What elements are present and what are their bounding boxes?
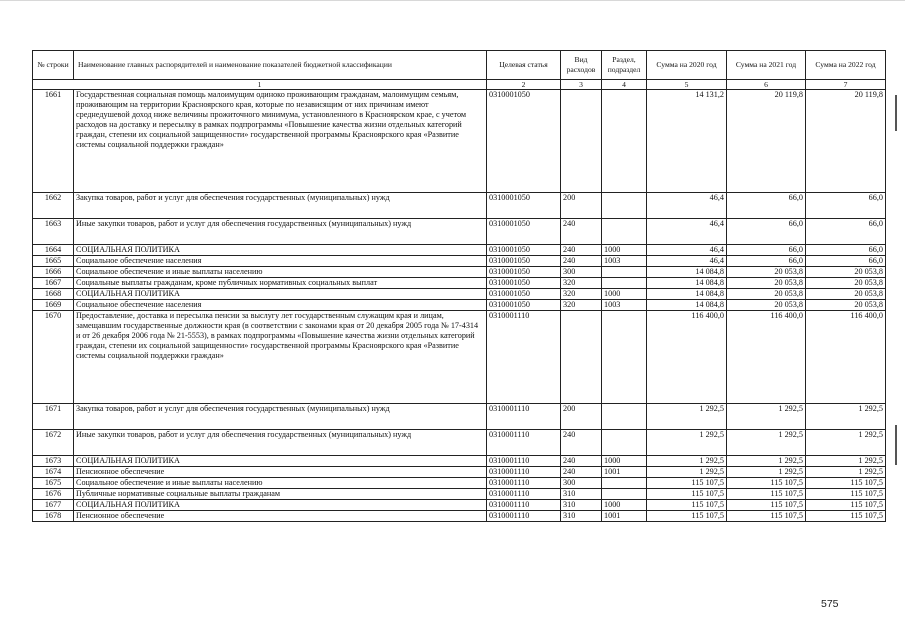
table-header-row — [33, 51, 886, 80]
target-article-code: 0310001050 — [487, 245, 561, 256]
sum-2020: 14 084,8 — [647, 300, 727, 311]
expense-type-code: 240 — [561, 467, 602, 478]
sum-2022: 115 107,5 — [806, 489, 886, 500]
sum-2021: 115 107,5 — [727, 500, 806, 511]
sum-2022: 115 107,5 — [806, 500, 886, 511]
row-number: 1661 — [33, 90, 74, 193]
target-article-code: 0310001050 — [487, 300, 561, 311]
header-sum-2020: Сумма на 2020 год — [647, 51, 727, 80]
sum-2020: 46,4 — [647, 219, 727, 245]
header-name: Наименование главных распорядителей и наименование показателей бюджетной классификации — [74, 51, 487, 80]
expense-type-code — [561, 311, 602, 404]
sum-2020: 46,4 — [647, 245, 727, 256]
expense-type-code: 320 — [561, 278, 602, 289]
target-article-code: 0310001050 — [487, 90, 561, 193]
expense-type-code: 300 — [561, 478, 602, 489]
sum-2020: 14 084,8 — [647, 289, 727, 300]
row-number: 1677 — [33, 500, 74, 511]
sum-2022: 115 107,5 — [806, 478, 886, 489]
section-code: 1000 — [602, 456, 647, 467]
section-code — [602, 478, 647, 489]
expense-type-code: 310 — [561, 489, 602, 500]
table-row — [33, 289, 886, 300]
column-number: 4 — [602, 80, 647, 90]
section-code — [602, 489, 647, 500]
sum-2021: 66,0 — [727, 245, 806, 256]
row-number: 1672 — [33, 430, 74, 456]
sum-2022: 20 053,8 — [806, 300, 886, 311]
row-number: 1665 — [33, 256, 74, 267]
sum-2020: 1 292,5 — [647, 430, 727, 456]
column-number: 3 — [561, 80, 602, 90]
row-number: 1669 — [33, 300, 74, 311]
scan-margin-mark — [895, 425, 897, 465]
header-row-number: № строки — [33, 51, 74, 80]
row-number: 1671 — [33, 404, 74, 430]
sum-2021: 20 053,8 — [727, 300, 806, 311]
table-row — [33, 219, 886, 245]
sum-2021: 1 292,5 — [727, 430, 806, 456]
table-row — [33, 300, 886, 311]
sum-2022: 66,0 — [806, 219, 886, 245]
row-name: СОЦИАЛЬНАЯ ПОЛИТИКА — [74, 245, 487, 256]
sum-2020: 14 084,8 — [647, 278, 727, 289]
target-article-code: 0310001110 — [487, 478, 561, 489]
sum-2021: 20 119,8 — [727, 90, 806, 193]
sum-2021: 1 292,5 — [727, 404, 806, 430]
sum-2022: 66,0 — [806, 256, 886, 267]
row-name: СОЦИАЛЬНАЯ ПОЛИТИКА — [74, 456, 487, 467]
row-name: Социальное обеспечение населения — [74, 300, 487, 311]
sum-2022: 20 053,8 — [806, 278, 886, 289]
sum-2020: 46,4 — [647, 256, 727, 267]
section-code — [602, 430, 647, 456]
sum-2022: 20 053,8 — [806, 289, 886, 300]
row-name: Социальное обеспечение и иные выплаты населению — [74, 478, 487, 489]
target-article-code: 0310001110 — [487, 456, 561, 467]
row-number: 1678 — [33, 511, 74, 522]
sum-2020: 1 292,5 — [647, 404, 727, 430]
row-number: 1676 — [33, 489, 74, 500]
table-row — [33, 193, 886, 219]
expense-type-code: 240 — [561, 256, 602, 267]
table-row — [33, 478, 886, 489]
section-code: 1001 — [602, 467, 647, 478]
table-body — [33, 90, 886, 522]
table-row — [33, 311, 886, 404]
column-number-row — [33, 80, 886, 90]
row-name: Публичные нормативные социальные выплаты гражданам — [74, 489, 487, 500]
target-article-code: 0310001110 — [487, 430, 561, 456]
section-code — [602, 219, 647, 245]
table-row — [33, 467, 886, 478]
scan-margin-mark — [895, 95, 897, 131]
table-row — [33, 489, 886, 500]
row-name: СОЦИАЛЬНАЯ ПОЛИТИКА — [74, 289, 487, 300]
row-name: Государственная социальная помощь малоимущим одиноко проживающим гражданам, малоимущим семьям, проживающим на территории Красноярского края, которые по независящим от них причинам имеют среднедушевой доход ниже величины прожиточного минимума, установленного в Красноярском крае, с учетом расходов на доставку и пересылку в рамках подпрограммы «Повышение качества жизни отдельных категорий граждан, степени их социальной защищенности» государственной программы Красноярского края «Развитие системы социальной поддержки граждан» — [74, 90, 487, 193]
expense-type-code: 320 — [561, 289, 602, 300]
sum-2020: 1 292,5 — [647, 456, 727, 467]
row-name: СОЦИАЛЬНАЯ ПОЛИТИКА — [74, 500, 487, 511]
sum-2022: 1 292,5 — [806, 467, 886, 478]
sum-2021: 1 292,5 — [727, 467, 806, 478]
column-number: 5 — [647, 80, 727, 90]
row-number: 1673 — [33, 456, 74, 467]
sum-2022: 1 292,5 — [806, 456, 886, 467]
target-article-code: 0310001110 — [487, 489, 561, 500]
header-expense-type: Вид расходов — [561, 51, 602, 80]
expense-type-code: 300 — [561, 267, 602, 278]
page-number: 575 — [821, 598, 839, 610]
sum-2022: 20 053,8 — [806, 267, 886, 278]
row-number: 1664 — [33, 245, 74, 256]
table-row — [33, 404, 886, 430]
row-name: Закупка товаров, работ и услуг для обеспечения государственных (муниципальных) нужд — [74, 404, 487, 430]
section-code: 1000 — [602, 245, 647, 256]
sum-2020: 115 107,5 — [647, 500, 727, 511]
expense-type-code: 240 — [561, 219, 602, 245]
sum-2020: 14 131,2 — [647, 90, 727, 193]
sum-2021: 20 053,8 — [727, 267, 806, 278]
target-article-code: 0310001110 — [487, 467, 561, 478]
sum-2022: 20 119,8 — [806, 90, 886, 193]
section-code: 1003 — [602, 300, 647, 311]
row-number: 1668 — [33, 289, 74, 300]
section-code — [602, 267, 647, 278]
target-article-code: 0310001050 — [487, 267, 561, 278]
sum-2021: 1 292,5 — [727, 456, 806, 467]
budget-table — [32, 50, 886, 522]
row-name: Социальное обеспечение населения — [74, 256, 487, 267]
sum-2022: 66,0 — [806, 245, 886, 256]
sum-2021: 66,0 — [727, 256, 806, 267]
expense-type-code — [561, 90, 602, 193]
table-row — [33, 456, 886, 467]
row-name: Пенсионное обеспечение — [74, 467, 487, 478]
row-number: 1662 — [33, 193, 74, 219]
target-article-code: 0310001050 — [487, 193, 561, 219]
section-code: 1003 — [602, 256, 647, 267]
section-code — [602, 193, 647, 219]
sum-2021: 20 053,8 — [727, 289, 806, 300]
row-number: 1667 — [33, 278, 74, 289]
section-code — [602, 278, 647, 289]
table-row — [33, 245, 886, 256]
sum-2022: 1 292,5 — [806, 404, 886, 430]
sum-2022: 66,0 — [806, 193, 886, 219]
sum-2021: 115 107,5 — [727, 489, 806, 500]
sum-2020: 115 107,5 — [647, 511, 727, 522]
sum-2021: 116 400,0 — [727, 311, 806, 404]
row-name: Закупка товаров, работ и услуг для обеспечения государственных (муниципальных) нужд — [74, 193, 487, 219]
expense-type-code: 320 — [561, 300, 602, 311]
column-number: 1 — [33, 80, 487, 90]
header-section: Раздел, подраздел — [602, 51, 647, 80]
sum-2020: 116 400,0 — [647, 311, 727, 404]
sum-2022: 115 107,5 — [806, 511, 886, 522]
row-number: 1663 — [33, 219, 74, 245]
row-number: 1674 — [33, 467, 74, 478]
table-row — [33, 267, 886, 278]
sum-2020: 14 084,8 — [647, 267, 727, 278]
scan-edge-line — [0, 0, 905, 1]
target-article-code: 0310001110 — [487, 311, 561, 404]
header-target-article: Целевая статья — [487, 51, 561, 80]
sum-2020: 1 292,5 — [647, 467, 727, 478]
row-name: Социальные выплаты гражданам, кроме публичных нормативных социальных выплат — [74, 278, 487, 289]
row-name: Иные закупки товаров, работ и услуг для обеспечения государственных (муниципальных) нужд — [74, 219, 487, 245]
row-name: Предоставление, доставка и пересылка пенсии за выслугу лет государственным служащим края и лицам, замещавшим государственные должности края (в соответствии с законами края от 20 декабря 2005 года № 17-4314 и от 26 декабря 2006 года № 21-5553), в рамках подпрограммы «Повышение качества жизни отдельных категорий граждан, степени их социальной защищенности» государственной программы Красноярского края «Развитие системы социальной поддержки граждан» — [74, 311, 487, 404]
header-sum-2021: Сумма на 2021 год — [727, 51, 806, 80]
sum-2021: 20 053,8 — [727, 278, 806, 289]
column-number: 2 — [487, 80, 561, 90]
section-code — [602, 90, 647, 193]
row-name: Иные закупки товаров, работ и услуг для обеспечения государственных (муниципальных) нужд — [74, 430, 487, 456]
expense-type-code: 240 — [561, 245, 602, 256]
expense-type-code: 310 — [561, 500, 602, 511]
section-code — [602, 311, 647, 404]
expense-type-code: 240 — [561, 430, 602, 456]
section-code: 1000 — [602, 289, 647, 300]
target-article-code: 0310001050 — [487, 219, 561, 245]
section-code — [602, 404, 647, 430]
section-code: 1000 — [602, 500, 647, 511]
expense-type-code: 310 — [561, 511, 602, 522]
table-row — [33, 90, 886, 193]
table-row — [33, 511, 886, 522]
target-article-code: 0310001110 — [487, 404, 561, 430]
sum-2022: 116 400,0 — [806, 311, 886, 404]
table-row — [33, 430, 886, 456]
column-number: 7 — [806, 80, 886, 90]
row-number: 1675 — [33, 478, 74, 489]
row-number: 1670 — [33, 311, 74, 404]
target-article-code: 0310001050 — [487, 278, 561, 289]
header-sum-2022: Сумма на 2022 год — [806, 51, 886, 80]
expense-type-code: 200 — [561, 193, 602, 219]
sum-2021: 115 107,5 — [727, 511, 806, 522]
table-row — [33, 278, 886, 289]
sum-2020: 115 107,5 — [647, 478, 727, 489]
sum-2022: 1 292,5 — [806, 430, 886, 456]
row-name: Социальное обеспечение и иные выплаты населению — [74, 267, 487, 278]
sum-2021: 115 107,5 — [727, 478, 806, 489]
sum-2021: 66,0 — [727, 193, 806, 219]
table-row — [33, 256, 886, 267]
column-number: 6 — [727, 80, 806, 90]
target-article-code: 0310001050 — [487, 256, 561, 267]
row-number: 1666 — [33, 267, 74, 278]
target-article-code: 0310001050 — [487, 289, 561, 300]
row-name: Пенсионное обеспечение — [74, 511, 487, 522]
table-row — [33, 500, 886, 511]
target-article-code: 0310001110 — [487, 511, 561, 522]
section-code: 1001 — [602, 511, 647, 522]
sum-2020: 115 107,5 — [647, 489, 727, 500]
expense-type-code: 240 — [561, 456, 602, 467]
target-article-code: 0310001110 — [487, 500, 561, 511]
sum-2021: 66,0 — [727, 219, 806, 245]
expense-type-code: 200 — [561, 404, 602, 430]
sum-2020: 46,4 — [647, 193, 727, 219]
